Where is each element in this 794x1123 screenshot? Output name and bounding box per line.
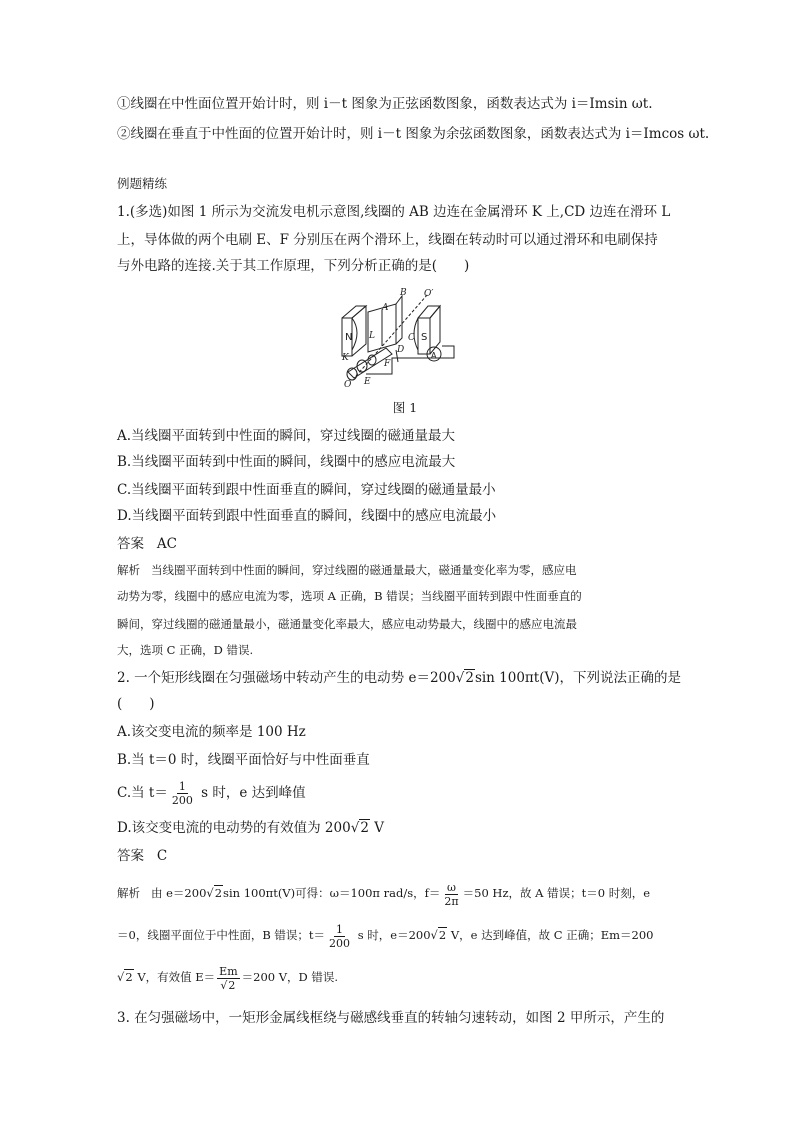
label-b: B — [400, 288, 407, 298]
q1-answer — [117, 534, 177, 554]
fraction — [327, 923, 352, 950]
sqrt-value: 2 — [228, 978, 236, 992]
explanation-text: s 时，e＝200 — [357, 928, 431, 942]
explanation-text: V，有效值 E＝ — [137, 970, 216, 984]
answer-value: AC — [156, 536, 177, 552]
label-f: F — [384, 359, 391, 369]
q2-option-c — [117, 778, 306, 808]
fraction-numerator: Em — [219, 964, 238, 978]
fraction-numerator: 1 — [178, 780, 186, 793]
fraction-denominator: √2 — [220, 978, 236, 992]
label-c: C — [408, 333, 415, 343]
fraction — [442, 881, 460, 908]
option-c-text: C.当 t＝ — [117, 785, 168, 801]
q1-option-d: D.当线圈平面转到跟中性面垂直的瞬间，线圈中的感应电流最小 — [117, 508, 497, 524]
section-title: 例题精练 — [117, 176, 168, 191]
label-o-prime: O′ — [424, 289, 434, 299]
answer-value: C — [156, 848, 168, 864]
explanation-text: ＝0，线圈平面位于中性面，B 错误；t＝ — [117, 928, 326, 942]
label-a: A — [382, 303, 389, 313]
fraction-numerator: 1 — [336, 922, 344, 936]
q2-option-a: A.该交变电流的频率是 100 Hz — [117, 724, 306, 740]
explanation-text: V，e 达到峰值，故 C 正确；Em＝200 — [450, 928, 654, 942]
label-o: O — [344, 380, 352, 388]
sqrt-value: 2 — [125, 970, 133, 984]
explanation-text: 由 e＝200 — [150, 886, 207, 900]
fraction-denominator: 2π — [444, 894, 459, 908]
label-s: S — [421, 332, 428, 343]
sqrt-value: 2 — [360, 820, 369, 836]
q1-explanation-line-4: 大，选项 C 正确，D 错误. — [117, 643, 254, 657]
q1-explanation-line-2: 动势为零，线圈中的感应电流为零，选项 A 正确，B 错误；当线圈平面转到跟中性面垂直的 — [117, 589, 582, 603]
q1-explanation-line-1 — [117, 560, 576, 580]
explanation-text: ＝50 Hz，故 A 错误；t＝0 时刻，e — [462, 886, 651, 900]
label-e: E — [364, 377, 371, 387]
intro-line-2: ②线圈在垂直于中性面的位置开始计时，则 i－t 图象为余弦函数图象，函数表达式为 i＝Imcos ωt. — [117, 126, 710, 142]
label-n: N — [345, 332, 353, 343]
label-l: L — [369, 331, 375, 341]
ammeter-label: A — [431, 351, 437, 360]
label-d: D — [397, 345, 405, 355]
fraction-denominator: 200 — [171, 794, 193, 807]
intro-line-1: ①线圈在中性面位置开始计时，则 i－t 图象为正弦函数图象，函数表达式为 i＝Imsin ωt. — [117, 96, 653, 112]
sqrt-value: 2 — [214, 886, 223, 900]
q2-explanation-line-3: √2 V，有效值 E＝ $\frac{Em}{√2}$ ＝200 V，D 错误. — [117, 964, 339, 992]
q3-stem-line-1: 3. 在匀强磁场中，一矩形金属线框绕与磁感线垂直的转轴匀速转动，如图 2 甲所示，产生的 — [117, 1010, 665, 1026]
q1-stem-line-1: 1.(多选)如图 1 所示为交流发电机示意图,线圈的 AB 边连在金属滑环 K 上,CD 边连在滑环 L — [117, 204, 671, 220]
q1-option-a: A.当线圈平面转到中性面的瞬间，穿过线圈的磁通量最大 — [117, 428, 456, 444]
q2-stem-line-1: 2. 一个矩形线圈在匀强磁场中转动产生的电动势 e＝200√2sin 100πt(V)，下列说法正确的是 — [117, 670, 682, 686]
figure-caption: 图 1 — [392, 400, 418, 415]
explanation-text: sin 100πt(V)可得：ω＝100π rad/s，f＝ — [223, 886, 441, 900]
sqrt-value: 2 — [465, 670, 474, 686]
explanation-text: ＝200 V，D 错误. — [241, 970, 339, 984]
q2-stem-paren: ( ) — [117, 696, 155, 712]
explanation-label: 解析 — [117, 886, 140, 900]
sqrt-value: 2 — [438, 928, 447, 942]
q1-stem-line-2: 上，导体做的两个电刷 E、F 分别压在两个滑环上，线圈在转动时可以通过滑环和电刷保持 — [117, 232, 658, 248]
fraction-denominator: 200 — [329, 936, 351, 950]
q2-explanation-line-1: 解析 由 e＝200√2sin 100πt(V)可得：ω＝100π rad/s，f＝ $\frac{\omega}{2\pi}$ ＝50 Hz，故 A 错误；t＝0 时刻，e — [117, 880, 651, 908]
fraction-numerator: ω — [447, 880, 456, 894]
q1-stem-line-3: 与外电路的连接.关于其工作原理，下列分析正确的是( ) — [117, 258, 470, 274]
q2-stem-text-end: sin 100πt(V)，下列说法正确的是 — [474, 670, 682, 686]
slip-ring-l — [357, 360, 367, 372]
answer-label: 答案 — [117, 536, 144, 552]
answer-label: 答案 — [117, 848, 144, 864]
fraction — [217, 965, 239, 992]
option-d-text: D.该交变电流的电动势的有效值为 200 — [117, 820, 351, 836]
explanation-text: 当线圈平面转到中性面的瞬间，穿过线圈的磁通量最大，磁通量变化率为零，感应电 — [150, 563, 577, 577]
q1-option-b: B.当线圈平面转到中性面的瞬间，线圈中的感应电流最大 — [117, 454, 456, 470]
label-k: K — [342, 353, 349, 363]
q2-option-d: D.该交变电流的电动势的有效值为 200√2 V — [117, 820, 384, 836]
q2-option-b: B.当 t＝0 时，线圈平面恰好与中性面垂直 — [117, 752, 370, 768]
q2-answer — [117, 846, 167, 866]
q2-explanation-line-2: ＝0，线圈平面位于中性面，B 错误；t＝ $\frac{1}{200}$ s 时，e＝200√2 V，e 达到峰值，故 C 正确；Em＝200 — [117, 922, 654, 950]
explanation-label: 解析 — [117, 563, 140, 577]
q1-explanation-line-3: 瞬间，穿过线圈的磁通量最小，磁通量变化率最大，感应电动势最大，线圈中的感应电流最 — [117, 617, 577, 631]
option-c-text-end: s 时，e 达到峰值 — [201, 785, 306, 801]
q1-option-c: C.当线圈平面转到跟中性面垂直的瞬间，穿过线圈的磁通量最小 — [117, 482, 496, 498]
external-circuit — [366, 346, 454, 374]
generator-diagram — [338, 288, 468, 388]
option-d-unit: V — [374, 820, 384, 836]
fraction — [170, 780, 195, 807]
q2-stem-text: 2. 一个矩形线圈在匀强磁场中转动产生的电动势 e＝200 — [117, 670, 456, 686]
